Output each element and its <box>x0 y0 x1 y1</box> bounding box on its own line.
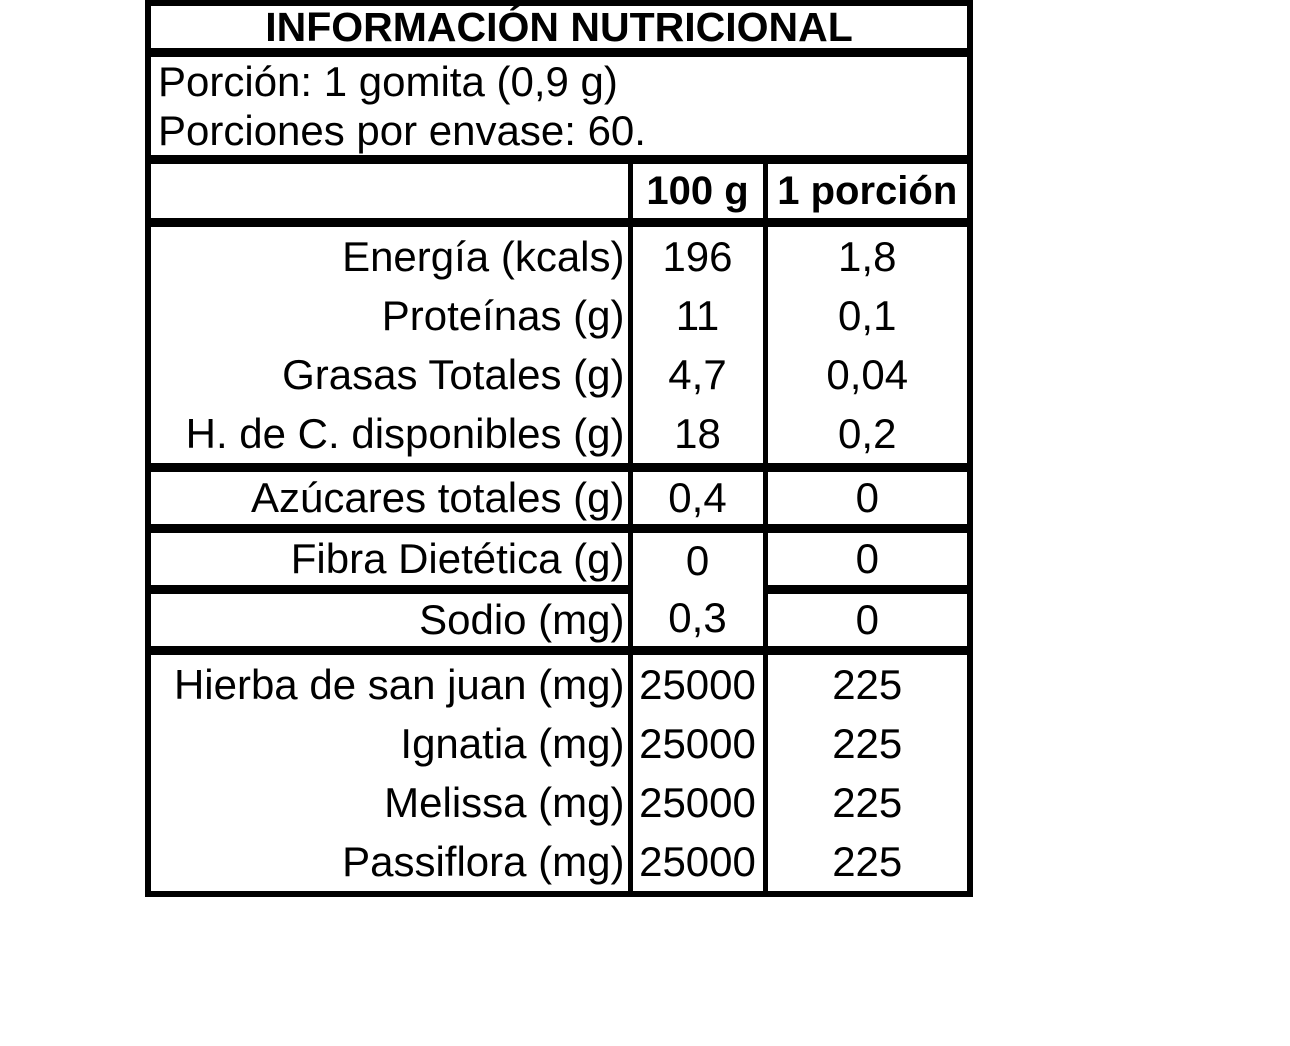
value-100g: 0 <box>685 537 710 585</box>
serving-row <box>148 53 970 160</box>
servings-per-container-text: Porciones por envase: 60. <box>158 107 646 154</box>
macros-labels-cell <box>148 223 630 468</box>
title-row <box>148 3 970 53</box>
herbs-block-row <box>148 651 970 895</box>
column-header-100g: 100 g <box>630 160 765 223</box>
value-portion: 225 <box>832 719 903 767</box>
value-portion: 225 <box>832 778 903 826</box>
column-header-empty <box>148 160 630 223</box>
herbs-labels-cell <box>148 651 630 895</box>
fibra-sodio-100g-merged-cell <box>630 529 765 651</box>
azucares-row <box>148 468 970 529</box>
value-portion: 225 <box>832 660 903 708</box>
table-title: INFORMACIÓN NUTRICIONAL <box>148 3 970 53</box>
value-portion: 0 <box>765 529 970 590</box>
value-100g: 25000 <box>639 837 756 885</box>
row-label-carbohidratos: H. de C. disponibles (g) <box>185 409 625 457</box>
value-100g: 25000 <box>639 719 756 767</box>
row-label-fibra: Fibra Dietética (g) <box>148 529 630 590</box>
herbs-portion-cell <box>765 651 970 895</box>
value-100g: 25000 <box>639 660 756 708</box>
value-portion: 0 <box>765 468 970 529</box>
value-portion: 225 <box>832 837 903 885</box>
value-100g: 11 <box>675 291 720 339</box>
row-label-grasas: Grasas Totales (g) <box>282 350 625 398</box>
value-portion: 0 <box>765 590 970 651</box>
value-portion: 0,1 <box>838 291 897 339</box>
nutrition-table <box>145 0 973 897</box>
value-100g: 196 <box>662 232 733 280</box>
value-100g: 18 <box>674 409 721 457</box>
value-portion: 0,04 <box>826 350 909 398</box>
row-label-proteinas: Proteínas (g) <box>381 291 625 339</box>
row-label-hierba-san-juan: Hierba de san juan (mg) <box>173 660 625 708</box>
herbs-100g-cell <box>630 651 765 895</box>
value-portion: 1,8 <box>838 232 897 280</box>
macros-portion-cell <box>765 223 970 468</box>
column-header-row <box>148 160 970 223</box>
row-label-sodio: Sodio (mg) <box>148 590 630 651</box>
value-100g: 0,4 <box>630 468 765 529</box>
value-portion: 0,2 <box>838 409 897 457</box>
value-100g: 25000 <box>639 778 756 826</box>
macros-100g-cell <box>630 223 765 468</box>
row-label-ignatia: Ignatia (mg) <box>400 719 625 767</box>
sodio-row <box>148 590 970 651</box>
row-label-azucares: Azúcares totales (g) <box>148 468 630 529</box>
serving-info-cell <box>148 53 970 160</box>
row-label-passiflora: Passiflora (mg) <box>342 837 625 885</box>
serving-portion-text: Porción: 1 gomita (0,9 g) <box>158 58 618 105</box>
value-100g: 0,3 <box>668 593 727 641</box>
row-label-melissa: Melissa (mg) <box>384 778 625 826</box>
row-label-energia: Energía (kcals) <box>342 232 625 280</box>
fibra-row <box>148 529 970 590</box>
value-100g: 4,7 <box>668 350 727 398</box>
column-header-portion: 1 porción <box>765 160 970 223</box>
macros-block-row <box>148 223 970 468</box>
